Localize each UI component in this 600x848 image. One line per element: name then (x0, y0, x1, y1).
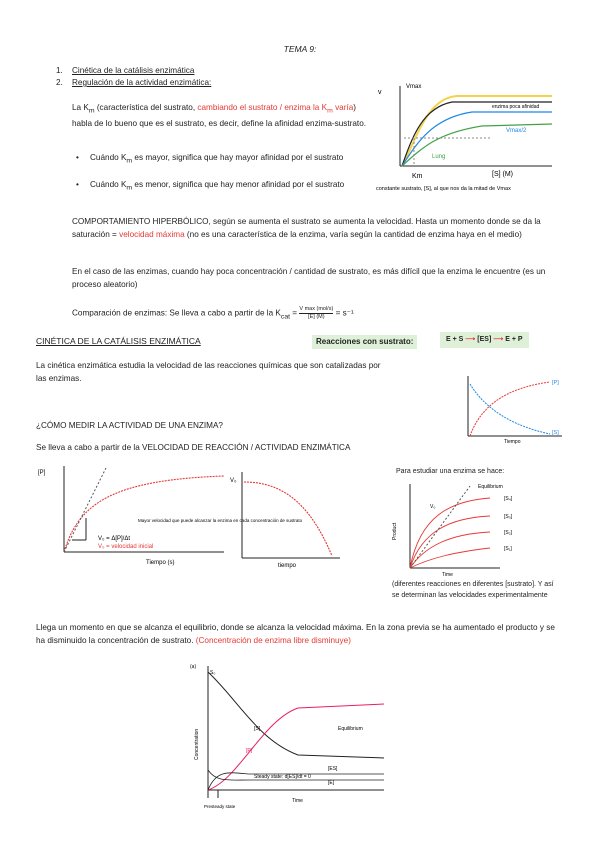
km-graph-caption: constante sustrato, [S], al que nos da la mitad de Vmax (376, 186, 511, 192)
eq-s-label: [S] (254, 726, 261, 732)
km-graph-xlabel: [S] (M) (492, 171, 513, 178)
km-paragraph: La $K_m$ (característica del sustrato, cambiando el sustrato / enzima la $K_m$ varía) habla de lo bueno que es el sustrato, es decir, define la afinidad enzima-sustrato. (72, 103, 367, 129)
eq-y-label: Concentration (194, 728, 200, 760)
measure-heading: ¿CÓMO MEDIR LA ACTIVIDAD DE UNA ENZIMA? (36, 421, 223, 430)
eq-a-label: (a) (190, 664, 197, 670)
km-graph-green-label: Lung (432, 154, 446, 160)
eq-pre-label: Presteady state (204, 804, 236, 809)
km-graph-km: Km (412, 173, 423, 180)
eq-es-label: [ES] (328, 766, 338, 772)
eq-x-label: Time (292, 798, 303, 804)
sp-p-label: [P] (552, 380, 559, 386)
reaction-equation: E + S ⟶ [ES] ⟶ E + P (440, 332, 529, 348)
michaelis-graph (380, 476, 540, 580)
progress-note: Mayor velocidad que puede alcanzar la enzima en cada concentración de sustrato (138, 518, 303, 523)
progress-curve-graph (34, 462, 303, 570)
mm-series-4: [S₁] (504, 546, 512, 552)
comparison-line: Comparación de enzimas: Se lleva a cabo a partir de la $K_{cat}$ = V max (mol/s) [E] (M) = s⁻¹ (72, 306, 354, 321)
reactions-label: Reacciones con sustrato: (312, 335, 417, 349)
sp-s-label: [S] (552, 430, 559, 436)
study-label: Para estudiar una enzima se hace: (396, 468, 505, 475)
enzyme-paragraph: En el caso de las enzimas, cuando hay poca concentración / cantidad de sustrato, es más difícil que la enzima le encuentre (es un proceso aleatorio) (72, 267, 546, 289)
mm-v-label: V₀ (430, 504, 436, 510)
v0-graph (228, 468, 348, 568)
mm-equilibrium: Equilibrium (478, 484, 503, 490)
mm-x-label: Time (442, 572, 453, 578)
progress-x-label: Tiempo (s) (146, 560, 175, 566)
kinetics-section-heading: CINÉTICA DE LA CATÁLISIS ENZIMÁTICA (36, 336, 201, 346)
kinetics-paragraph: La cinética enzimática estudia la velocidad de las reacciones químicas que son catalizadas por las enzimas. (36, 361, 381, 383)
mm-y-label: Product (392, 522, 398, 540)
eq-s0: S₀ (210, 670, 216, 676)
mm-series-1: [S₄] (504, 496, 513, 502)
km-graph (372, 78, 562, 206)
outline-item-2: 2. Regulación de la actividad enzimática: (56, 78, 212, 87)
eq-e-label: [E] (328, 780, 335, 786)
v0-x-label: tiempo (278, 563, 297, 569)
mm-series-3: [S₂] (504, 530, 513, 536)
eq-equilibrium: Equilibrium (338, 726, 363, 732)
eq-steady: Steady state: d[ES]/dt = 0 (254, 774, 311, 780)
study-caption: (diferentes reacciones en diferentes [sustrato]. Y así se determinan las velocidades experimentalmente (392, 581, 554, 599)
km-graph-note1: enzima poca afinidad (492, 104, 540, 110)
equilibrium-figure (188, 660, 388, 820)
mm-series-2: [S₃] (504, 514, 513, 520)
eq-p-label: [P] (246, 748, 253, 754)
equilibrium-paragraph: Llega un momento en que se alcanza el equilibrio, donde se alcanza la velocidad máxima. En la zona previa se ha aumentado el producto y se ha disminuido la concentración de sustrato. (Concentración de enzima libre disminuye) (36, 623, 555, 645)
bullet-km-lower: • Cuándo $K_m$ es menor, significa que hay menor afinidad por el sustrato (90, 179, 366, 195)
progress-v0-def: V₀ = Δ[P]/Δt (98, 536, 131, 542)
page-title: TEMA 9: (283, 44, 317, 54)
measure-paragraph: Se lleva a cabo a partir de la VELOCIDAD DE REACCIÓN / ACTIVIDAD ENZIMÁTICA (36, 443, 351, 452)
km-graph-ylabel: v (378, 89, 382, 96)
progress-v0-label: V₀ = velocidad inicial (98, 544, 154, 550)
km-graph-note2: Vmax/2 (506, 128, 527, 134)
substrate-product-graph (462, 372, 572, 444)
bullet-km-higher: • Cuándo $K_m$ es mayor, significa que hay mayor afinidad por el sustrato (90, 152, 366, 168)
v0-y-label: V₀ (230, 478, 237, 484)
outline-item-1: 1. Cinética de la catálisis enzimática (56, 66, 195, 75)
sp-x-label: Tiempo (504, 439, 521, 445)
hyperbolic-paragraph: COMPORTAMIENTO HIPERBÓLICO, según se aumenta el sustrato se aumenta la velocidad. Hasta un momento donde se da la saturación = velocidad máxima (no es una característica de la enzima, varía según la cantidad de enzima haya en el medio) (72, 217, 541, 239)
progress-y-label: [P] (38, 470, 46, 476)
km-graph-vmax: Vmax (406, 84, 422, 90)
